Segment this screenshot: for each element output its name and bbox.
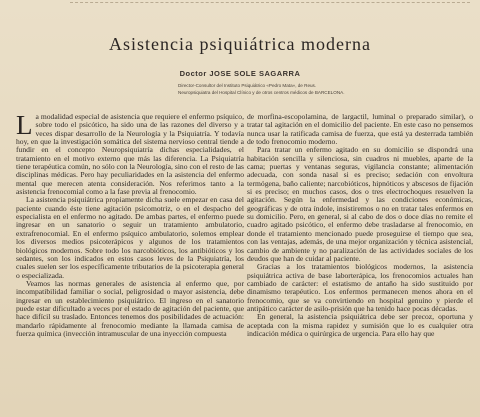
- article-author: Doctor JOSE SOLE SAGARRA: [179, 69, 301, 78]
- paragraph: En general, la asistencia psiquiátrica debe ser precoz, oportuna y aceptada con la misma rapidez y sumisión que lo es cualquier otra indicación médica o quirúrgica de urgencia. Para ello hay que: [247, 312, 473, 338]
- paragraph: Para tratar un enfermo agitado en su domicilio se dispondrá una habitación sencilla y silenciosa, sin cuadros ni muebles, aparte de la cama; puertas y ventanas seguras, vigilancia constante; alimentación adecuada, con sonda nasal si es preciso; sedación con envoltura termógena, baño caliente; narcobióticos, hipnóticos y abscesos de fijación si es preciso; en muchos casos, dos o tres electrochoques resuelven la agitación. Según la enfermedad y las condiciones económicas, geográficas y de otra índole, insistiremos o no en tratar tales enfermos en su domicilio. Pero, en general, si al cabo de dos o doce días no remite el cuadro agitado psicótico, el enfermo debe trasladarse al frenocomio, en donde el tratamiento mencionado puede proseguirse el tiempo que sea, con las ventajas, además, de una mejor organización y técnica asistencial, cambio de ambiente y no paralización de las actividades sociales de los deudos que han de cuidar al paciente.: [247, 145, 473, 263]
- paragraph: Gracias a los tratamientos biológicos modernos, la asistencia psiquiátrica activa de base laborterápica, los frenocomios actuales han cambiado de carácter: el estatismo de antaño ha sido sustituido por dinamismo terapéutico. Los enfermos permanecen menos ahora en el frenocomio, que se va convirtiendo en hospital genuino y pierde el antipático carácter de asilo-prisión que ha tenido hace pocas décadas.: [247, 262, 473, 313]
- left-column: [16, 110, 244, 338]
- author-affiliation-2: Neuropsiquiatra del Hospital Clínico y de otros centros médicos de BARCELONA.: [178, 90, 345, 95]
- author-affiliation-1: Director-Consultor del Instituto Psiquiátrico «Pedro Mata», de Reus.: [178, 83, 317, 88]
- paragraph-text: a modalidad especial de asistencia que requiere el enfermo psíquico, sobre todo el psicótico, ha sido una de las razones del diverso y a veces dispar desarrollo de la Neurología y la Psiquiatría. Y todavía hoy, en que la investigación somática del sistema nervioso central tiende a fundir en el concepto Neuropsiquiatría dichas especialidades, el tratamiento en el motivo externo que más las diferencia. La Psiquiatría tiene terapéutica común, no sólo con la Neurología, sino con el resto de las disciplinas médicas. Pero hay peculiaridades en la asistencia del enfermo mental que merecen atenta consideración. Nos referimos tanto a la asistencia frenocomial como a la fase previa al frenocomio.: [16, 112, 244, 197]
- paragraph: Veamos las normas generales de asistencia al enfermo que, por incompatibilidad familiar o social, peligrosidad o mayor asistencia, debe ingresar en un establecimiento psiquiátrico. El ingreso en el sanatorio puede estar dificultado a veces por el estado de agitación del paciente, que hace difícil su traslado. Entonces tenemos dos posibilidades de actuación: mandarlo rápidamente al frenocomio mediante la llamada camisa de fuerza química (invección intramuscular de una inyección compuesta: [16, 278, 244, 338]
- right-column: [247, 113, 473, 338]
- paragraph: de morfina-escopolamina, de largactil, luminal o preparado similar), o tratar tal agitación en el domicilio del paciente. En este caso no pensemos nunca usar la ratificada camisa de fuerza, que está ya desterrada también de todo frenocomio moderno.: [247, 112, 473, 147]
- paragraph: [16, 110, 244, 197]
- drop-cap: L: [16, 110, 33, 140]
- paragraph: La asistencia psiquiátrica propiamente dicha suele empezar en casa del paciente cuando éste tiene agitación psicomotriz, o en el despacho del especialista en el enfermo no agitado. De ambas partes, el enfermo puede ingresar en un sanatorio o seguir un tratamiento ambulatorio, extrafrenocomial. En el enfermo psíquico ambulatorio, solemos emplear los diversos medios psicoterápicos y algunos de los tratamientos biológicos modernos. Sobre todo los narcobióticos, los antibióticos y los sedantes, son los indicados en estos casos leves de la Psiquiatría, los cuales suelen ser los específicamente tributarios de la psicoterapia general o especializada.: [16, 195, 244, 280]
- article-title: Asistencia psiquiátrica moderna: [109, 34, 371, 54]
- top-rule: [70, 2, 470, 3]
